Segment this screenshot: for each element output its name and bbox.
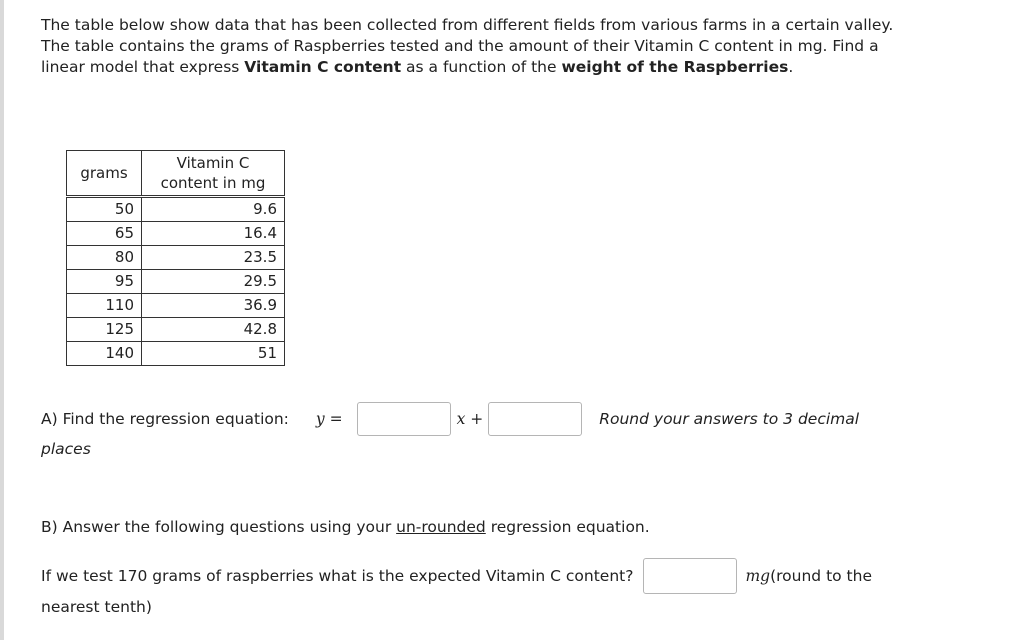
table-row — [67, 318, 285, 342]
unit-note-continued: nearest tenth) — [41, 598, 152, 616]
cell-vitamin-c: 23.5 — [142, 246, 285, 270]
cell-grams: 65 — [67, 222, 142, 246]
intro-bold-weight: weight of the Raspberries — [561, 58, 789, 76]
table-row — [67, 246, 285, 270]
table-row — [67, 294, 285, 318]
intro-text-3: . — [788, 58, 794, 76]
cell-vitamin-c: 29.5 — [142, 270, 285, 294]
cell-grams: 50 — [67, 197, 142, 222]
header-vitamin-c: Vitamin C content in mg — [142, 151, 285, 197]
problem-statement — [41, 15, 921, 78]
part-b-underlined: un-rounded — [396, 518, 486, 536]
cell-grams: 80 — [67, 246, 142, 270]
table-row — [67, 222, 285, 246]
cell-vitamin-c: 42.8 — [142, 318, 285, 342]
slope-input[interactable] — [357, 402, 451, 436]
data-table — [66, 150, 285, 366]
x-plus: x + — [456, 410, 484, 428]
header-grams: grams — [67, 151, 142, 197]
cell-grams: 110 — [67, 294, 142, 318]
unit-mg: mg — [745, 567, 771, 585]
unit-note: (round to the — [770, 567, 872, 585]
cell-grams: 125 — [67, 318, 142, 342]
cell-vitamin-c: 51 — [142, 342, 285, 366]
y-equals: y = — [315, 410, 343, 428]
intro-text-2: as a function of the — [401, 58, 562, 76]
table-row — [67, 342, 285, 366]
question-text: If we test 170 grams of raspberries what is the expected Vitamin C content? — [41, 567, 634, 585]
cell-vitamin-c: 9.6 — [142, 197, 285, 222]
part-a-row — [41, 402, 859, 436]
table-header-row — [67, 151, 285, 197]
cell-grams: 95 — [67, 270, 142, 294]
question-row — [41, 558, 872, 594]
intro-text-1: The table below show data that has been collected from different fields from various farms in a certain valley. The table contains the grams of Raspberries tested and the amount of their Vitamin C content in mg. Find a linear model that express — [41, 16, 894, 76]
vitamin-c-answer-input[interactable] — [643, 558, 737, 594]
part-a-label: A) Find the regression equation: — [41, 410, 289, 428]
left-border — [0, 0, 4, 640]
round-note-continued: places — [41, 440, 91, 458]
table-row — [67, 270, 285, 294]
part-b-text-1: B) Answer the following questions using your — [41, 518, 397, 536]
table-row — [67, 197, 285, 222]
intercept-input[interactable] — [488, 402, 582, 436]
intro-bold-vitamin-c: Vitamin C content — [244, 58, 402, 76]
round-note: Round your answers to 3 decimal — [599, 410, 860, 428]
part-b-text-2: regression equation. — [485, 518, 650, 536]
part-b-instructions — [41, 518, 650, 536]
cell-vitamin-c: 16.4 — [142, 222, 285, 246]
cell-vitamin-c: 36.9 — [142, 294, 285, 318]
cell-grams: 140 — [67, 342, 142, 366]
